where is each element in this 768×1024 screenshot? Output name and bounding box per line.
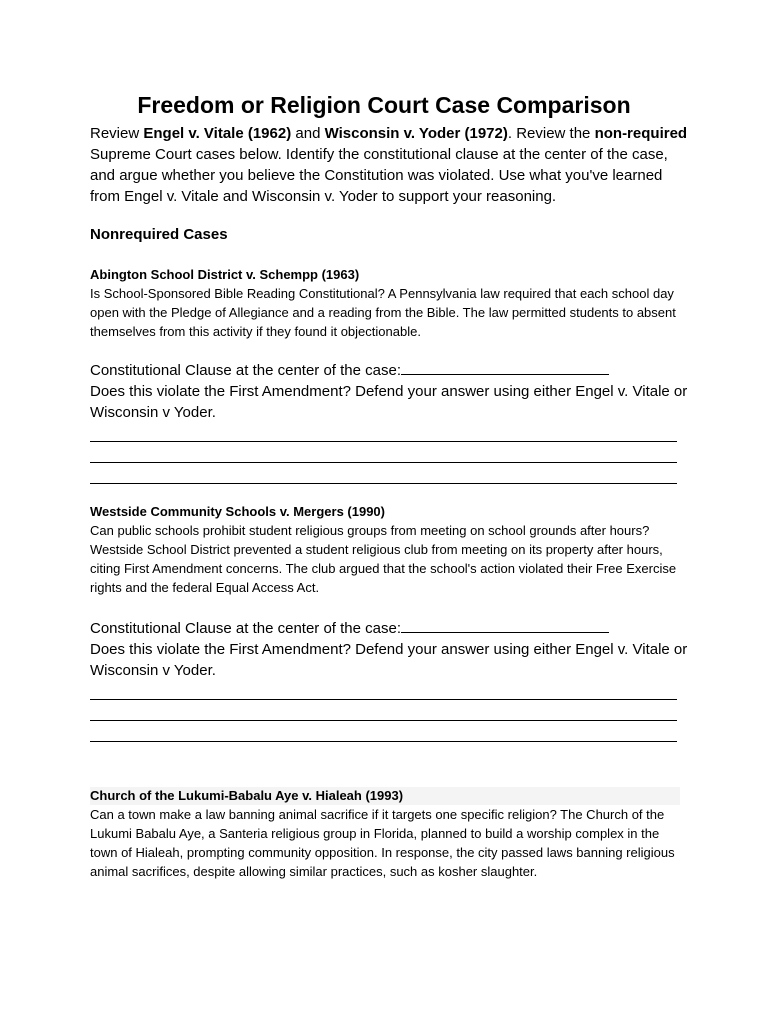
case-westside bbox=[90, 503, 680, 597]
intro-case-yoder: Wisconsin v. Yoder (1972) bbox=[324, 125, 508, 142]
clause-prompt: Constitutional Clause at the center of the case: bbox=[90, 620, 402, 637]
intro-text: Review bbox=[90, 125, 144, 142]
page-title: Freedom or Religion Court Case Comparison bbox=[137, 92, 631, 118]
case-description: Can public schools prohibit student religious groups from meeting on school grounds after hours? Westside School District prevented a student religious club from meeting on its property after hours, citing First Amendment concerns. The club argued that the school's action violated their Free Exercise rights and the federal Equal Access Act. bbox=[90, 523, 677, 595]
clause-answer-blank[interactable] bbox=[401, 360, 609, 375]
answer-lines-1[interactable] bbox=[90, 421, 677, 484]
case-description: Can a town make a law banning animal sacrifice if it targets one specific religion? The Church of the Lukumi Babalu Aye, a Santeria religious group in Florida, planned to build a worship complex in the town of Hialeah, prompting community opposition. In response, the city passed laws banning religious animal sacrifices, despite allowing similar practices, such as kosher slaughter. bbox=[90, 807, 675, 879]
intro-paragraph bbox=[90, 123, 690, 207]
answer-line[interactable] bbox=[90, 721, 677, 742]
clause-question bbox=[90, 360, 690, 381]
case-title: Westside Community Schools v. Mergers (1990) bbox=[90, 504, 385, 519]
clause-answer-blank[interactable] bbox=[401, 618, 609, 633]
answer-line[interactable] bbox=[90, 442, 677, 463]
case-title: Church of the Lukumi-Babalu Aye v. Hialeah (1993) bbox=[90, 787, 680, 805]
clause-prompt: Constitutional Clause at the center of the case: bbox=[90, 362, 402, 379]
answer-line[interactable] bbox=[90, 679, 677, 700]
answer-line[interactable] bbox=[90, 421, 677, 442]
section-heading: Nonrequired Cases bbox=[90, 226, 228, 243]
intro-text: . Review the bbox=[507, 125, 595, 142]
question-block-2 bbox=[90, 618, 690, 681]
intro-text: Supreme Court cases below. Identify the constitutional clause at the center of the case, and argue whether you believe the Constitution was violated. Use what you've learned from Engel v. Vitale and Wisconsin v. Yoder to support your reasoning. bbox=[90, 146, 668, 205]
answer-line[interactable] bbox=[90, 700, 677, 721]
violation-question: Does this violate the First Amendment? Defend your answer using either Engel v. Vitale or Wisconsin v Yoder. bbox=[90, 383, 688, 421]
answer-lines-2[interactable] bbox=[90, 679, 677, 742]
case-title: Abington School District v. Schempp (1963) bbox=[90, 267, 360, 282]
case-description: Is School-Sponsored Bible Reading Constitutional? A Pennsylvania law required that each school day open with the Pledge of Allegiance and a reading from the Bible. The law permitted students to absent themselves from this activity if they found it objectionable. bbox=[90, 286, 676, 339]
clause-question bbox=[90, 618, 690, 639]
intro-case-engel: Engel v. Vitale (1962) bbox=[143, 125, 292, 142]
intro-nonrequired: non-required bbox=[594, 125, 688, 142]
intro-text: and bbox=[291, 125, 325, 142]
violation-question: Does this violate the First Amendment? Defend your answer using either Engel v. Vitale or Wisconsin v Yoder. bbox=[90, 641, 688, 679]
answer-line[interactable] bbox=[90, 463, 677, 484]
case-lukumi bbox=[90, 787, 680, 881]
question-block-1 bbox=[90, 360, 690, 423]
case-abington bbox=[90, 266, 680, 341]
